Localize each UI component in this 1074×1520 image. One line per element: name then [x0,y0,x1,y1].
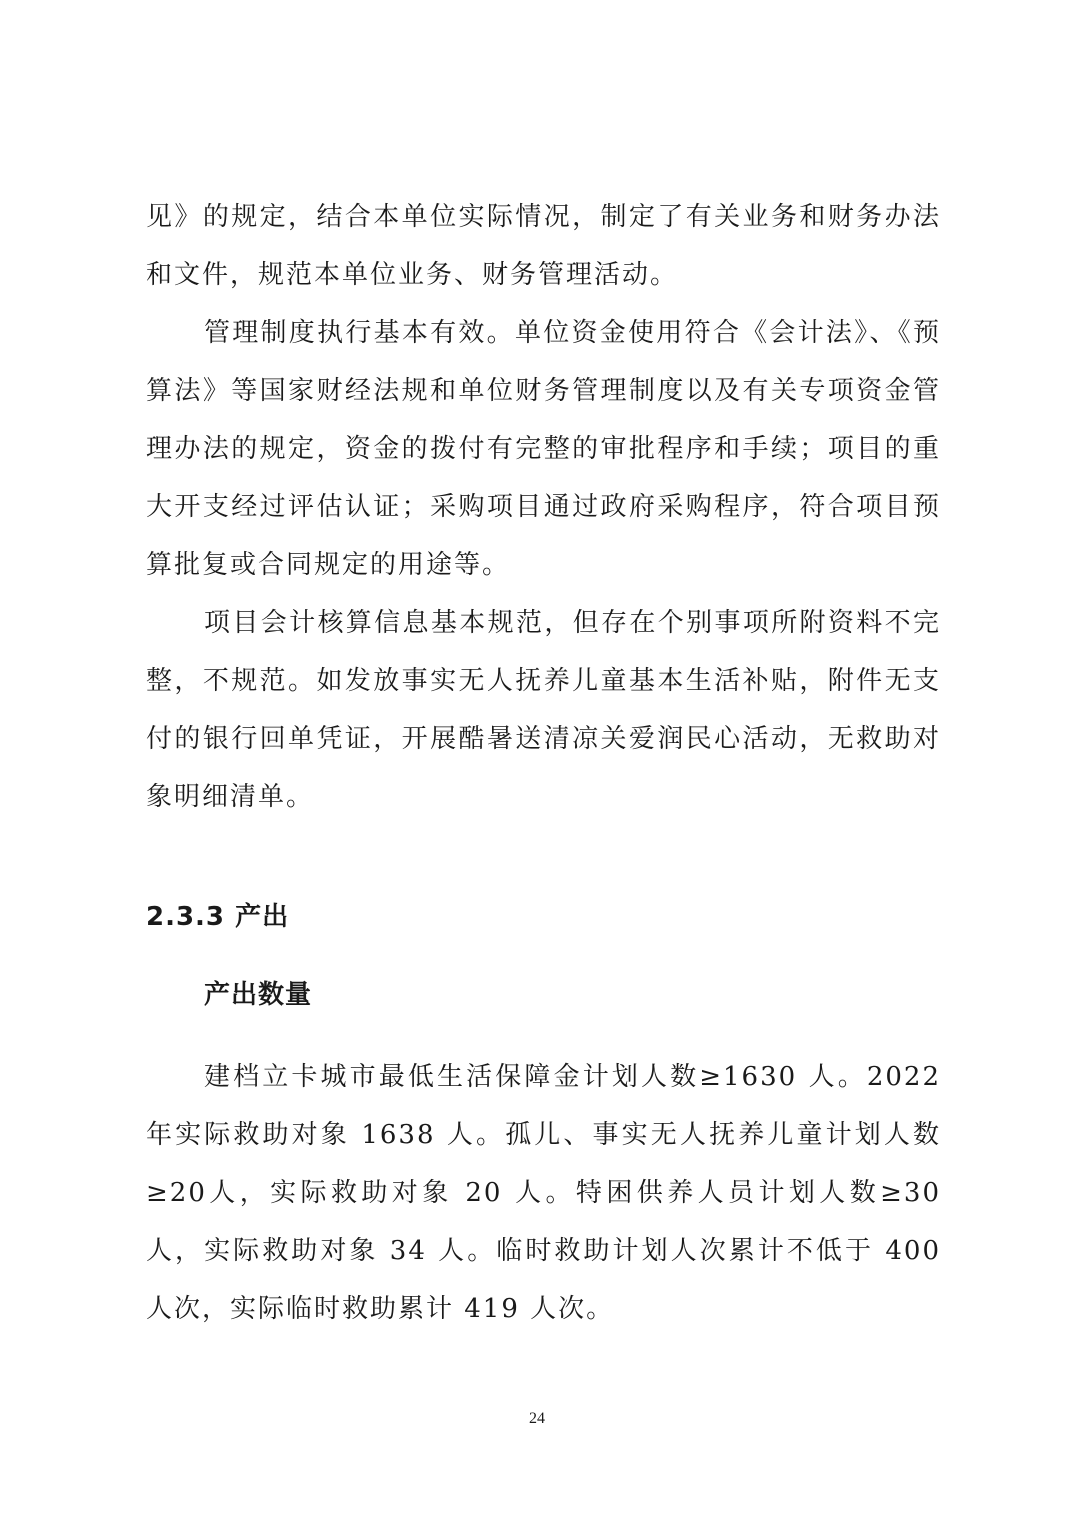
subsection-heading: 产出数量 [204,980,313,1010]
paragraph-accounting-info: 项目会计核算信息基本规范，但存在个别事项所附资料不完整，不规范。如发放事实无人抚养儿童基本生活补贴，附件无支付的银行回单凭证，开展酷暑送清凉关爱润民心活动，无救助对象明细清单。 [146,608,941,812]
page-number: 24 [529,1410,545,1427]
paragraph-output-quantity: 建档立卡城市最低生活保障金计划人数≥1630 人。2022 年实际救助对象 1638 人。孤儿、事实无人抚养儿童计划人数≥20人，实际救助对象 20 人。特困供养人员计划人数≥30 人，实际救助对象 34 人。临时救助计划人次累计不低于 400 人次，实际临时救助累计 419 人次。 [146,1062,941,1324]
page-content [146,188,941,1338]
paragraph-management-system: 管理制度执行基本有效。单位资金使用符合《会计法》、《预算法》等国家财经法规和单位财务管理制度以及有关专项资金管理办法的规定，资金的拨付有完整的审批程序和手续；项目的重大开支经过评估认证；采购项目通过政府采购程序，符合项目预算批复或合同规定的用途等。 [146,318,941,580]
section-heading: 2.3.3 产出 [146,902,290,932]
paragraph-regulations-continued: 见》的规定，结合本单位实际情况，制定了有关业务和财务办法和文件，规范本单位业务、财务管理活动。 [146,202,941,290]
